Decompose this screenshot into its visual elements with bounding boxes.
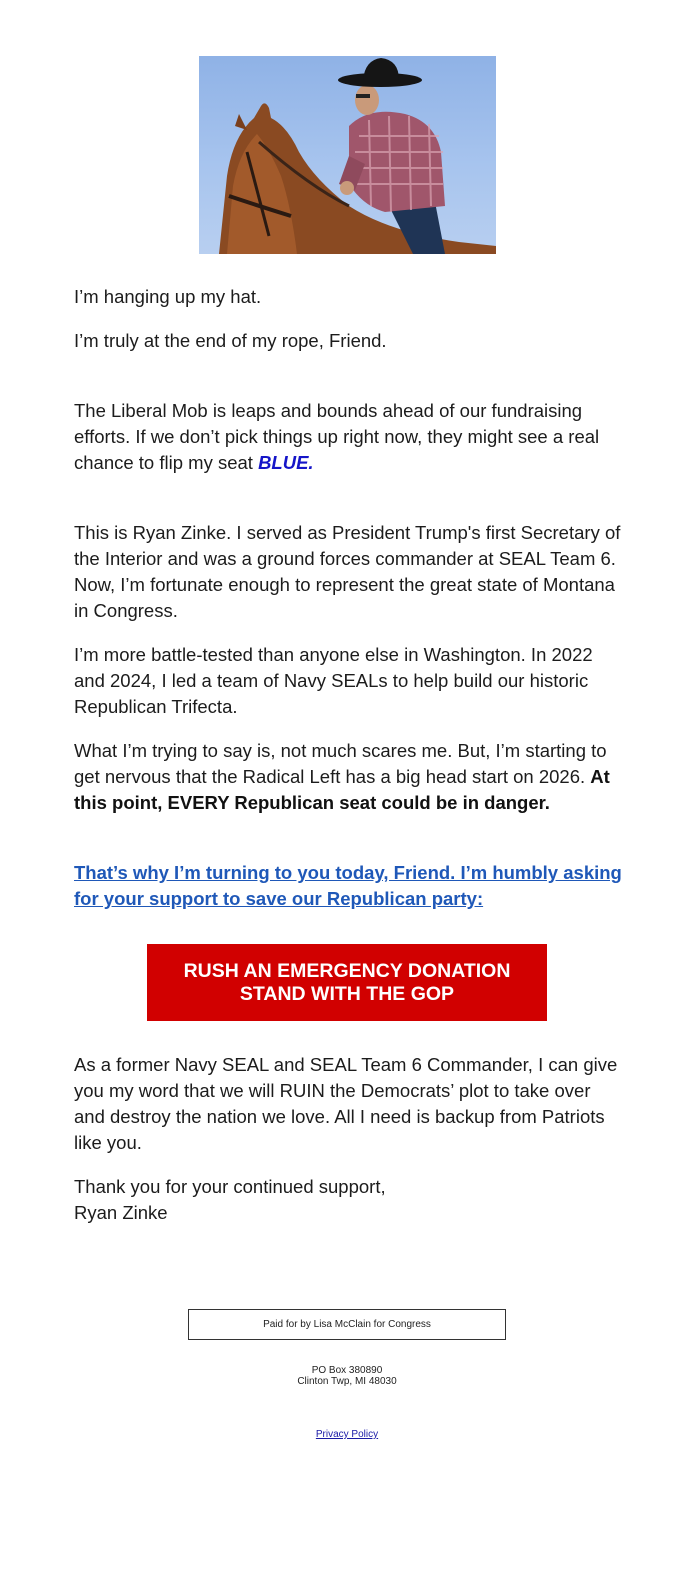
signature: Ryan Zinke [74, 1202, 168, 1223]
paragraph-battle-tested: I’m more battle-tested than anyone else in Washington. In 2022 and 2024, I led a team of Navy SEALs to help build our historic Republican Trifecta. [74, 644, 593, 717]
hero-image [199, 56, 496, 254]
paragraph-intro: This is Ryan Zinke. I served as President Trump's first Secretary of the Interior and was a ground forces commander at SEAL Team 6. Now, I’m fortunate enough to represent the great state of Montana in Congress. [74, 522, 621, 621]
donate-button-line1: RUSH AN EMERGENCY DONATION [183, 959, 511, 982]
closing-line: Thank you for your continued support, [74, 1176, 386, 1197]
address-line1: PO Box 380890 [311, 1365, 383, 1376]
privacy-policy-link[interactable]: Privacy Policy [315, 1429, 379, 1440]
paid-for-disclaimer [188, 1309, 506, 1340]
support-link[interactable]: That’s why I’m turning to you today, Friend. I’m humbly asking for your support to save our Republican party: [74, 862, 622, 909]
rider-on-horse-illustration [199, 56, 496, 254]
paragraph-liberal-mob-text: The Liberal Mob is leaps and bounds ahead of our fundraising efforts. If we don’t pick things up right now, they might see a real chance to flip my seat [74, 400, 600, 473]
address-line2: Clinton Twp, MI 48030 [297, 1376, 397, 1387]
danger-bold-text: At this point, EVERY Republican seat could be in danger. [74, 766, 610, 813]
paragraph-rope: I’m truly at the end of my rope, Friend. [74, 330, 387, 351]
paragraph-nervous [74, 738, 626, 816]
privacy-section [200, 1429, 494, 1440]
blue-emphasis: BLUE. [258, 452, 314, 473]
paragraph-liberal-mob [74, 398, 626, 476]
paragraph-hat: I’m hanging up my hat. [74, 286, 262, 307]
paragraph-support-link [74, 860, 626, 912]
paid-for-text: Paid for by Lisa McClain for Congress [263, 1319, 431, 1330]
donate-button-line2: STAND WITH THE GOP [239, 982, 455, 1005]
mailing-address [200, 1365, 494, 1387]
donate-button[interactable] [147, 944, 547, 1021]
paragraph-navy-seal: As a former Navy SEAL and SEAL Team 6 Commander, I can give you my word that we will RUIN the Democrats’ plot to take over and destroy the nation we love. All I need is backup from Patriots like you. [74, 1054, 618, 1153]
paragraph-nervous-text: What I’m trying to say is, not much scares me. But, I’m starting to get nervous that the Radical Left has a big head start on 2026. [74, 740, 607, 787]
